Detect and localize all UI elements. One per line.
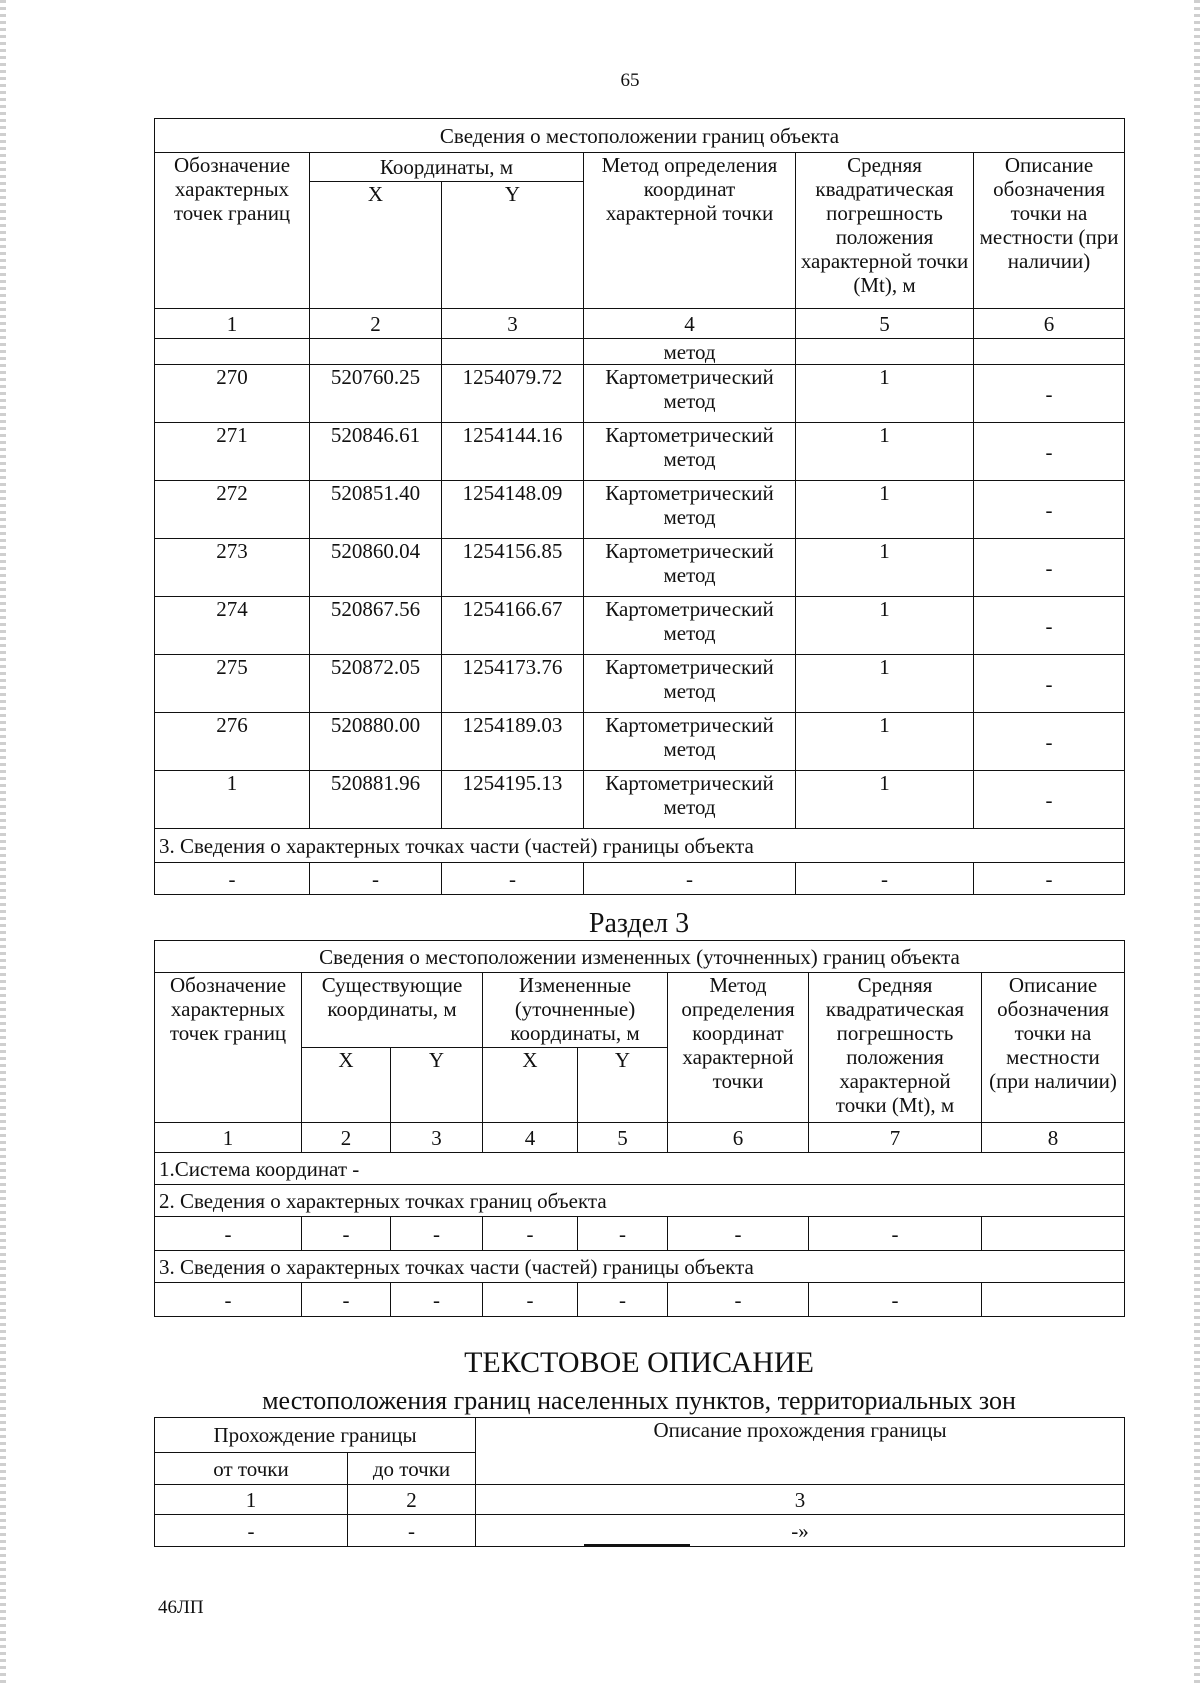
mt-cell: 1 <box>796 481 974 539</box>
desc-cell: - <box>974 597 1125 655</box>
method-cell: метод <box>584 339 796 365</box>
header-y: Y <box>391 1048 483 1123</box>
col-number: 6 <box>974 309 1125 339</box>
col-number: 5 <box>578 1123 668 1153</box>
col-number: 1 <box>155 309 310 339</box>
desc-cell: - <box>974 771 1125 829</box>
dash-cell: - <box>483 1283 578 1317</box>
col-number: 4 <box>483 1123 578 1153</box>
points-heading: 2. Сведения о характерных точках границ объекта <box>155 1185 1125 1217</box>
desc-cell: - <box>974 481 1125 539</box>
col-number: 8 <box>982 1123 1125 1153</box>
header-designation: Обозначение характерных точек границ <box>155 153 310 309</box>
point-cell: 274 <box>155 597 310 655</box>
point-cell: 270 <box>155 365 310 423</box>
col-number: 2 <box>302 1123 391 1153</box>
text-description-title: ТЕКСТОВОЕ ОПИСАНИЕ <box>464 1346 814 1379</box>
header-error: Средняя квадратическая погрешность положения характерной точки (Mt), м <box>796 153 974 309</box>
table-title: Сведения о местоположении измененных (уточненных) границ объекта <box>155 941 1125 973</box>
y-cell: 1254189.03 <box>442 713 584 771</box>
dash-cell: - <box>155 1283 302 1317</box>
x-cell: 520851.40 <box>310 481 442 539</box>
desc-cell: - <box>974 365 1125 423</box>
col-number: 6 <box>668 1123 809 1153</box>
y-cell: 1254173.76 <box>442 655 584 713</box>
dash-cell: - <box>796 863 974 895</box>
table-row <box>155 365 1125 423</box>
point-cell: 272 <box>155 481 310 539</box>
dash-cell: - <box>483 1217 578 1251</box>
table-row <box>155 539 1125 597</box>
mt-cell: 1 <box>796 713 974 771</box>
parts-heading: 3. Сведения о характерных точках части (частей) границы объекта <box>155 829 1125 863</box>
header-description: Описание обозначения точки на местности (при наличии) <box>982 973 1125 1123</box>
header-x: X <box>302 1048 391 1123</box>
header-method: Метод определения координат характерной точки <box>668 973 809 1123</box>
dash-cell: - <box>310 863 442 895</box>
point-cell: 271 <box>155 423 310 481</box>
x-cell: 520872.05 <box>310 655 442 713</box>
coord-system-heading: 1.Система координат - <box>155 1153 1125 1185</box>
table-row <box>155 771 1125 829</box>
y-cell: 1254195.13 <box>442 771 584 829</box>
dash-cell: - <box>668 1283 809 1317</box>
boundary-location-table <box>154 118 1125 895</box>
header-designation: Обозначение характерных точек границ <box>155 973 302 1123</box>
dash-cell: - <box>302 1217 391 1251</box>
section-title: Раздел 3 <box>588 908 690 939</box>
column-number-row <box>155 1485 1125 1515</box>
dash-cell: - <box>974 863 1125 895</box>
dash-cell: - <box>155 863 310 895</box>
header-error: Средняя квадратическая погрешность положения характерной точки (Mt), м <box>809 973 982 1123</box>
method-cell: Картометрический метод <box>584 713 796 771</box>
col-number: 2 <box>310 309 442 339</box>
table-row <box>155 713 1125 771</box>
dash-cell: -» <box>476 1515 1125 1547</box>
col-number: 7 <box>809 1123 982 1153</box>
point-cell: 275 <box>155 655 310 713</box>
dash-cell: - <box>578 1217 668 1251</box>
dash-cell: - <box>584 863 796 895</box>
header-changed: Измененные (уточненные) координаты, м <box>483 973 668 1048</box>
point-cell: 273 <box>155 539 310 597</box>
dash-cell: - <box>391 1217 483 1251</box>
x-cell: 520860.04 <box>310 539 442 597</box>
mt-cell: 1 <box>796 771 974 829</box>
header-method: Метод определения координат характерной точки <box>584 153 796 309</box>
dash-cell: - <box>809 1283 982 1317</box>
dash-cell: - <box>668 1217 809 1251</box>
method-cell: Картометрический метод <box>584 597 796 655</box>
col-number: 1 <box>155 1123 302 1153</box>
col-number: 4 <box>584 309 796 339</box>
continuation-row <box>155 339 1125 365</box>
mt-cell: 1 <box>796 655 974 713</box>
x-cell: 520846.61 <box>310 423 442 481</box>
table-row <box>155 655 1125 713</box>
mt-cell: 1 <box>796 423 974 481</box>
header-y: Y <box>578 1048 668 1123</box>
mt-cell: 1 <box>796 365 974 423</box>
table-row <box>155 863 1125 895</box>
scan-edge-left <box>0 0 6 1686</box>
desc-cell: - <box>974 423 1125 481</box>
desc-cell: - <box>974 713 1125 771</box>
dash-cell: - <box>809 1217 982 1251</box>
mt-cell: 1 <box>796 539 974 597</box>
method-cell: Картометрический метод <box>584 365 796 423</box>
column-number-row <box>155 309 1125 339</box>
y-cell: 1254148.09 <box>442 481 584 539</box>
method-cell: Картометрический метод <box>584 655 796 713</box>
method-cell: Картометрический метод <box>584 423 796 481</box>
parts-heading: 3. Сведения о характерных точках части (частей) границы объекта <box>155 1251 1125 1283</box>
point-cell: 1 <box>155 771 310 829</box>
y-cell: 1254079.72 <box>442 365 584 423</box>
header-description: Описание обозначения точки на местности (при наличии) <box>974 153 1125 309</box>
col-number: 3 <box>391 1123 483 1153</box>
method-cell: Картометрический метод <box>584 481 796 539</box>
method-cell: Картометрический метод <box>584 539 796 597</box>
table-row <box>155 423 1125 481</box>
header-passage: Прохождение границы <box>155 1418 476 1453</box>
dash-cell: - <box>155 1217 302 1251</box>
page-number: 65 <box>620 70 640 91</box>
col-number: 5 <box>796 309 974 339</box>
dash-cell: - <box>391 1283 483 1317</box>
header-y: Y <box>442 182 584 309</box>
table-row <box>155 481 1125 539</box>
col-number: 3 <box>442 309 584 339</box>
y-cell: 1254144.16 <box>442 423 584 481</box>
x-cell: 520881.96 <box>310 771 442 829</box>
x-cell: 520880.00 <box>310 713 442 771</box>
header-coordinates: Координаты, м <box>310 153 584 182</box>
table-row <box>155 1217 1125 1251</box>
header-x: X <box>483 1048 578 1123</box>
header-existing: Существующие координаты, м <box>302 973 483 1048</box>
x-cell: 520760.25 <box>310 365 442 423</box>
text-description-subtitle: местоположения границ населенных пунктов, территориальных зон <box>262 1386 1016 1415</box>
table-row <box>155 597 1125 655</box>
header-x: X <box>310 182 442 309</box>
y-cell: 1254166.67 <box>442 597 584 655</box>
end-rule <box>584 1544 690 1546</box>
table-title: Сведения о местоположении границ объекта <box>155 119 1125 153</box>
table-row <box>155 1515 1125 1547</box>
dash-cell: - <box>155 1515 348 1547</box>
dash-cell: - <box>442 863 584 895</box>
col-number: 3 <box>476 1485 1125 1515</box>
header-from: от точки <box>155 1453 348 1485</box>
col-number: 2 <box>348 1485 476 1515</box>
scan-edge-right <box>1194 0 1200 1686</box>
dash-cell: - <box>348 1515 476 1547</box>
dash-cell <box>982 1217 1125 1251</box>
dash-cell: - <box>302 1283 391 1317</box>
method-cell: Картометрический метод <box>584 771 796 829</box>
mt-cell: 1 <box>796 597 974 655</box>
dash-cell <box>982 1283 1125 1317</box>
desc-cell: - <box>974 655 1125 713</box>
desc-cell: - <box>974 539 1125 597</box>
column-number-row <box>155 1123 1125 1153</box>
header-to: до точки <box>348 1453 476 1485</box>
col-number: 1 <box>155 1485 348 1515</box>
header-passage-description: Описание прохождения границы <box>476 1418 1125 1485</box>
y-cell: 1254156.85 <box>442 539 584 597</box>
dash-cell: - <box>578 1283 668 1317</box>
point-cell: 276 <box>155 713 310 771</box>
table-row <box>155 1283 1125 1317</box>
boundary-passage-table <box>154 1417 1125 1547</box>
x-cell: 520867.56 <box>310 597 442 655</box>
changed-boundary-table <box>154 940 1125 1317</box>
footer-code: 46ЛП <box>158 1597 204 1618</box>
